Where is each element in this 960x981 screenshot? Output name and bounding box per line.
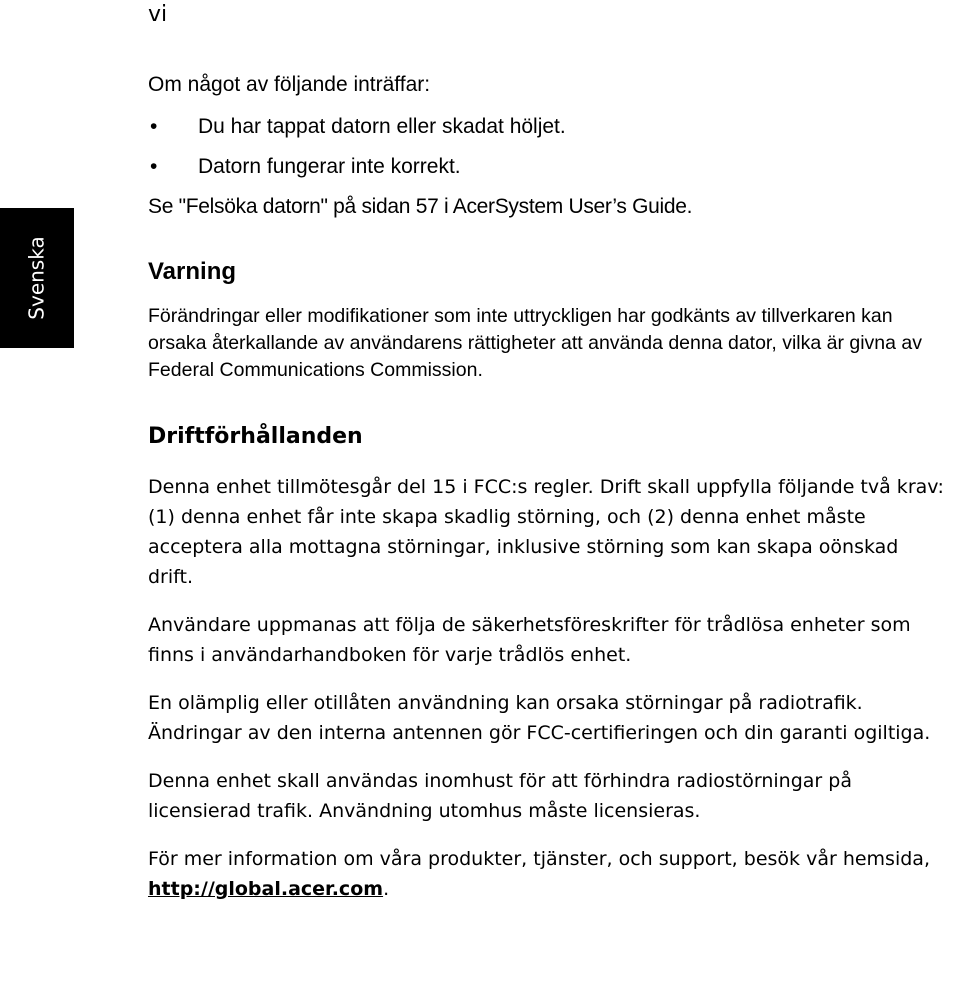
- warning-heading: Varning: [148, 258, 237, 285]
- operating-paragraph: Användare uppmanas att följa de säkerhetsföreskrifter för trådlösa enheter som finns i användarhandboken för varje trådlös enhet.: [148, 614, 911, 666]
- bullet-list: [148, 112, 948, 182]
- list-item-text: Du har tappat datorn eller skadat höljet.: [198, 115, 566, 138]
- see-also-reference: Se "Felsöka datorn" på sidan 57 i AcerSystem User’s Guide.: [148, 195, 693, 218]
- intro-text: Om något av följande inträffar:: [148, 73, 431, 96]
- language-side-tab: [0, 208, 74, 348]
- document-body: [148, 70, 948, 904]
- more-info-paragraph: [148, 844, 948, 904]
- warning-text: Förändringar eller modifikationer som inte uttryckligen har godkänts av tillverkaren kan orsaka återkallande av användarens rättigheter att använda denna dator, vilka är givna av Federal Communications Commission.: [148, 305, 923, 381]
- acer-website-link[interactable]: http://global.acer.com: [148, 878, 384, 900]
- operating-paragraph: Denna enhet skall användas inomhust för att förhindra radiostörningar på licensierad trafik. Användning utomhus måste licensieras.: [148, 770, 852, 822]
- bullet-icon: •: [150, 155, 158, 178]
- page-number: vi: [148, 2, 168, 27]
- list-item: [148, 152, 948, 182]
- operating-paragraph: En olämplig eller otillåten användning kan orsaka störningar på radiotrafik. Ändringar av den interna antennen gör FCC-certifieringen och din garanti ogiltiga.: [148, 692, 931, 744]
- bullet-icon: •: [150, 115, 158, 138]
- operating-conditions-heading: Driftförhållanden: [148, 424, 363, 449]
- more-info-text: För mer information om våra produkter, tjänster, och support, besök vår hemsida,: [148, 848, 930, 870]
- language-side-tab-label: Svenska: [25, 236, 50, 320]
- operating-paragraph: Denna enhet tillmötesgår del 15 i FCC:s regler. Drift skall uppfylla följande två krav: (1) denna enhet får inte skapa skadlig störning, och (2) denna enhet måste acceptera alla mottagna störningar, inklusive störning som kan skapa oönskad drift.: [148, 476, 944, 588]
- more-info-end: .: [383, 878, 390, 900]
- list-item-text: Datorn fungerar inte korrekt.: [198, 155, 461, 178]
- list-item: [148, 112, 948, 142]
